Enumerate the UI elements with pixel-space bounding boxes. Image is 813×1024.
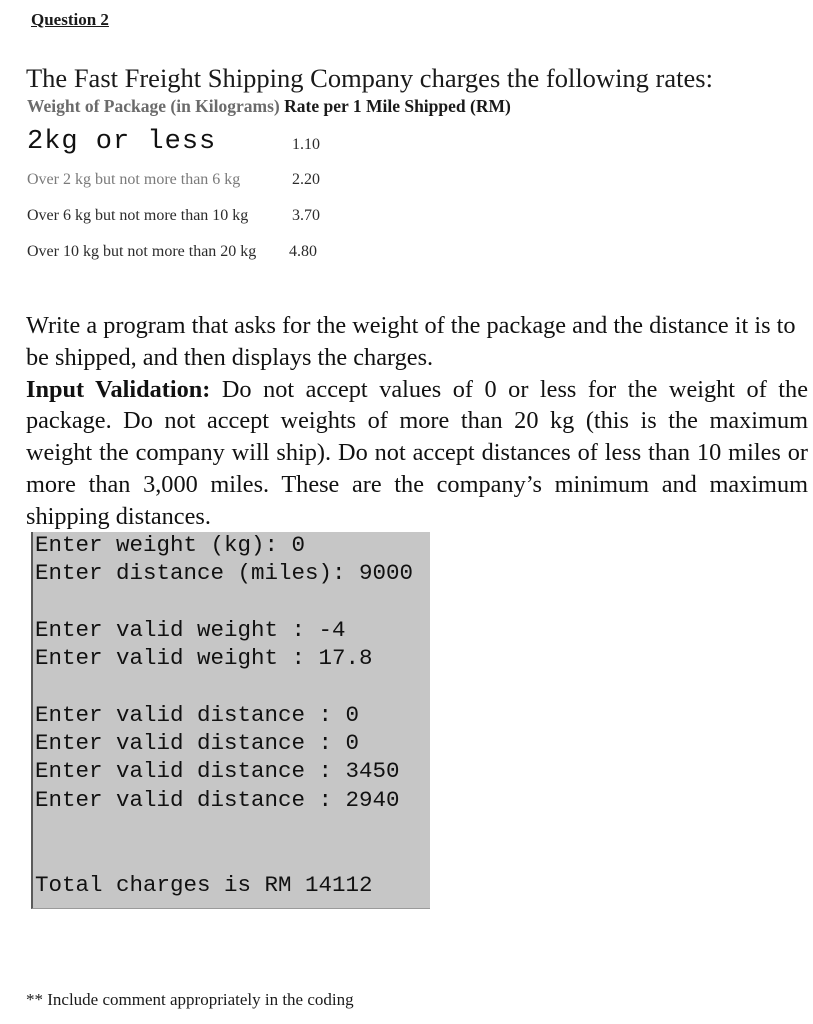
rate-row-weight: Over 2 kg but not more than 6 kg: [27, 171, 241, 188]
console-output: [31, 532, 430, 909]
rate-row-weight: Over 10 kg but not more than 20 kg: [27, 243, 257, 260]
footnote: ** Include comment appropriately in the coding: [26, 990, 354, 1009]
header-rate: Rate per 1 Mile Shipped (RM): [284, 96, 511, 116]
intro-text: The Fast Freight Shipping Company charges the following rates:: [26, 63, 713, 93]
rate-row-value: 4.80: [289, 243, 317, 260]
console-line: Enter valid weight : 17.8: [35, 645, 373, 671]
console-line: Enter weight (kg): 0: [35, 532, 306, 558]
rate-table-header: [27, 96, 511, 117]
rate-row: [27, 207, 320, 225]
rate-row-value: 1.10: [292, 136, 320, 153]
validation-label: Input Validation:: [26, 375, 211, 403]
instructions: [26, 310, 808, 533]
question-title: Question 2: [31, 10, 109, 29]
console-line: Enter valid weight : -4: [35, 617, 346, 643]
validation-paragraph: [26, 374, 808, 533]
console-line: Enter valid distance : 0: [35, 730, 360, 756]
validation-text: Do not accept values of 0 or less for the weight of the package. Do not accept weights of more than 20 kg (this is the maximum weight the company will ship). Do not accept distances of less than 10 miles or more than 3,000 miles. These are the company’s minimum and maximum shipping distances.: [26, 375, 808, 530]
rate-row-value: 3.70: [292, 207, 320, 224]
console-line: Enter distance (miles): 9000: [35, 560, 414, 586]
console-line: Enter valid distance : 0: [35, 702, 360, 728]
console-line: Total charges is RM 14112: [35, 872, 373, 898]
console-line: Enter valid distance : 2940: [35, 787, 400, 813]
rate-row-weight: Over 6 kg but not more than 10 kg: [27, 207, 249, 224]
rate-row-weight: 2kg or less: [27, 127, 217, 157]
rate-row: [27, 171, 320, 189]
console-line: Enter valid distance : 3450: [35, 758, 400, 784]
rate-row-value: 2.20: [292, 171, 320, 188]
rate-row: [27, 127, 320, 157]
header-weight: Weight of Package (in Kilograms): [27, 96, 280, 116]
rate-row: [27, 243, 317, 261]
task-text: Write a program that asks for the weight of the package and the distance it is to be shipped, and then displays the charges.: [26, 312, 796, 371]
